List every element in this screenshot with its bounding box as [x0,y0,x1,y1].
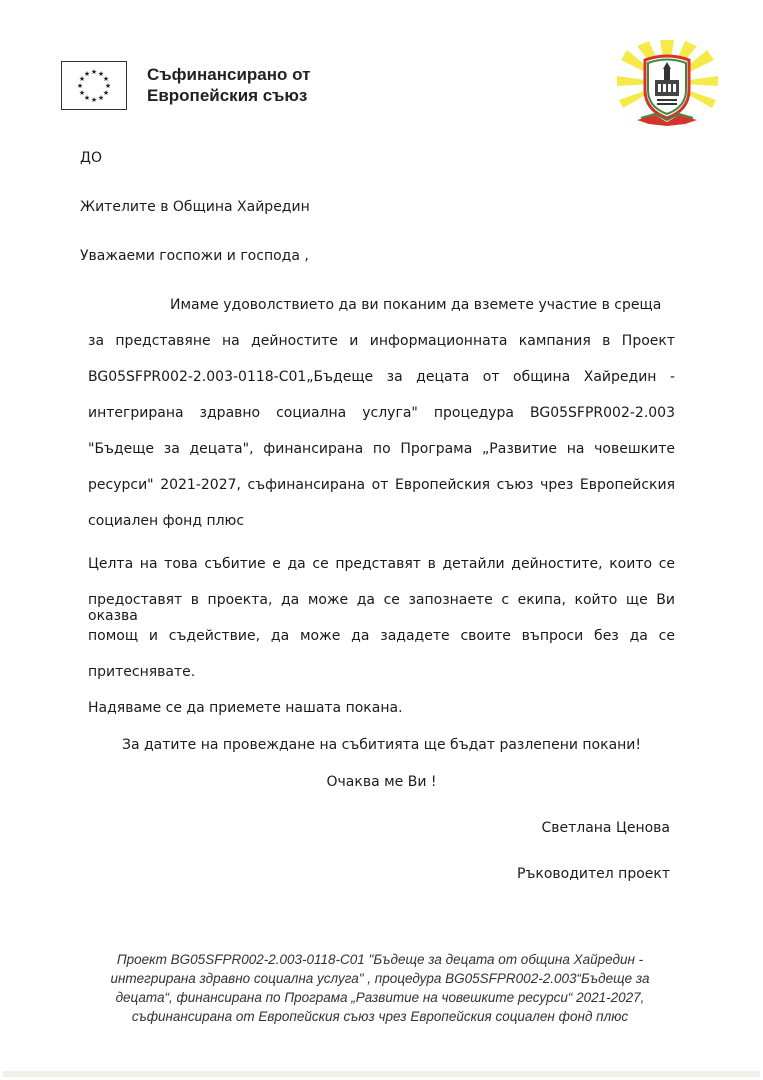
footer-line: съфинансирана от Европейския съюз чрез Европейския социален фонд плюс [131,1009,629,1024]
footer-line: Проект BG05SFPR002-2.003-0118-C01 "Бъдеще за децата от община Хайредин - [116,952,644,967]
paragraph2-line: предоставят в проекта, да може да се запознаете с екипа, който ще Ви оказва [88,592,675,624]
addressee: Жителите в Община Хайредин [80,199,310,215]
svg-text:★: ★ [78,89,86,97]
eu-cofunding-line1: Съфинансирано от [147,65,311,84]
paragraph1-line: за представяне на дейностите и информационната кампания в Проект [88,333,675,349]
project-footer [100,950,660,1026]
dates-line: За датите на провеждане на събитията ще бъдат разлепени покани! [121,737,642,753]
scan-edge-divider [3,1071,760,1077]
paragraph1-line: интегрирана здравно социална услуга" процедура BG05SFPR002-2.003 [88,405,675,421]
svg-text:★: ★ [97,94,105,102]
svg-text:★: ★ [102,75,110,83]
svg-text:★: ★ [104,82,112,90]
signature-name: Светлана Ценова [541,820,670,836]
svg-text:★: ★ [78,75,86,83]
paragraph2-line: притесняватe. [88,664,196,680]
svg-text:★: ★ [90,96,98,104]
footer-line: интегрирана здравно социална услуга" , процедура BG05SFPR002-2.003“Бъдеще за [110,971,650,986]
svg-text:★: ★ [90,68,98,76]
hope-line: Надяваме се да приемете нашата покана. [88,700,403,716]
paragraph1-line: BG05SFPR002-2.003-0118-C01„Бъдеще за децата от община Хайредин - [88,369,675,385]
svg-text:★: ★ [83,94,91,102]
svg-text:★: ★ [83,70,91,78]
eu-flag-icon [62,62,126,109]
paragraph2-line: Целта на това събитие е да се представят в детайли дейностите, които се [88,556,675,572]
eu-flag-logo [61,61,127,110]
footer-line: децата“, финансирана по Програма „Развитие на човешките ресурси“ 2021-2027, [115,990,645,1005]
svg-text:★: ★ [102,89,110,97]
paragraph1-line: социален фонд плюс [88,513,245,529]
paragraph2-line: помощ и съдействие, да може да зададете своите въпроси без да се [88,628,675,644]
signature-title: Ръководител проект [517,866,670,882]
paragraph1-line: "Бъдеще за децата", финансирана по Програма „Развитие на човешките [88,441,675,457]
paragraph1-line: ресурси" 2021-2027, съфинансирана от Европейския съюз чрез Европейския [88,477,675,493]
paragraph1-line: Имаме удоволствието да ви поканим да вземете участие в среща [170,297,662,313]
svg-text:★: ★ [76,82,84,90]
expect-line: Очаква ме Ви ! [326,774,437,790]
svg-text:★: ★ [97,70,105,78]
salutation: Уважаеми госпожи и господа , [80,248,309,264]
hayredin-crest-icon [615,38,720,128]
municipality-crest-logo [615,38,720,128]
addressee-to: ДО [80,150,102,166]
eu-cofunding-label [147,64,310,106]
eu-cofunding-line2: Европейския съюз [147,86,308,105]
